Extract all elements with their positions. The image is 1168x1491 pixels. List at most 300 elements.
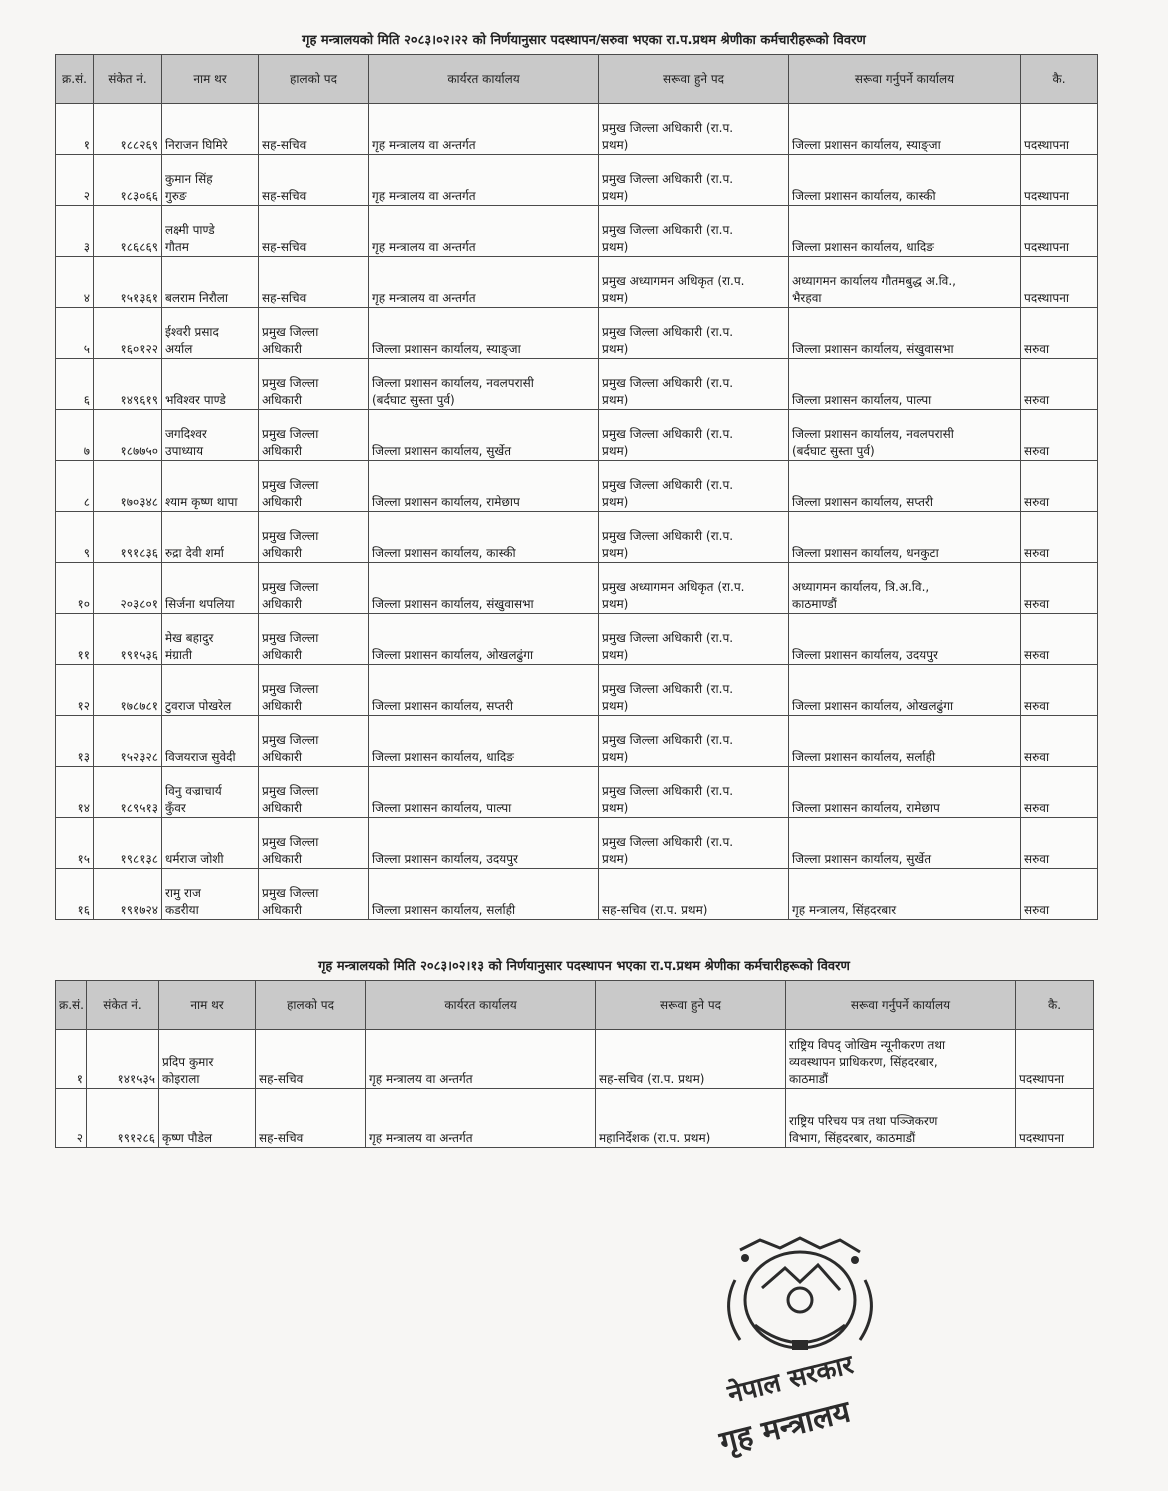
cell-line: अधिकारी bbox=[262, 699, 302, 713]
cell-current-post bbox=[259, 869, 369, 920]
cell-current-post bbox=[259, 308, 369, 359]
cell-code: २०३८०१ bbox=[94, 563, 162, 614]
cell-remarks: सरुवा bbox=[1021, 716, 1098, 767]
cell-current-office bbox=[369, 206, 599, 257]
cell-remarks: सरुवा bbox=[1021, 308, 1098, 359]
cell-current-office bbox=[369, 614, 599, 665]
cell-line bbox=[792, 732, 1017, 749]
cell-line bbox=[599, 1037, 782, 1054]
cell-line: टुवराज पोखरेल bbox=[165, 699, 232, 713]
cell-line: राष्ट्रिय परिचय पत्र तथा पञ्जिकरण bbox=[789, 1114, 938, 1128]
cell-line: प्रमुख जिल्ला bbox=[262, 325, 319, 339]
cell-current-post bbox=[259, 359, 369, 410]
cell-line bbox=[372, 120, 595, 137]
cell-transfer-post bbox=[599, 716, 789, 767]
cell-line: गुरुङ bbox=[165, 189, 187, 203]
cell-current-office bbox=[369, 767, 599, 818]
cell-line: जगदिश्वर bbox=[165, 427, 207, 441]
cell-line: विभाग, सिंहदरबार, काठमाडौं bbox=[789, 1131, 916, 1145]
cell-name bbox=[162, 767, 259, 818]
cell-current-office bbox=[369, 665, 599, 716]
header-name: नाम थर bbox=[162, 55, 259, 104]
cell-current-office bbox=[369, 155, 599, 206]
cell-sn: १३ bbox=[56, 716, 94, 767]
cell-line: गृह मन्त्रालय वा अन्तर्गत bbox=[369, 1072, 473, 1086]
cell-name bbox=[162, 257, 259, 308]
cell-line bbox=[162, 1037, 252, 1054]
cell-line: प्रमुख जिल्ला अधिकारी (रा.प. bbox=[602, 733, 734, 747]
cell-line: अधिकारी bbox=[262, 597, 302, 611]
cell-line bbox=[372, 783, 595, 800]
cell-transfer-office bbox=[789, 155, 1021, 206]
header-sn: क्र.सं. bbox=[56, 55, 94, 104]
cell-name bbox=[162, 206, 259, 257]
cell-line: प्रथम) bbox=[602, 648, 629, 662]
cell-line: विजयराज सुवेदी bbox=[165, 750, 236, 764]
header-remarks: कै. bbox=[1016, 981, 1094, 1030]
cell-line: प्रथम) bbox=[602, 699, 629, 713]
header-code: संकेत नं. bbox=[94, 55, 162, 104]
cell-transfer-office bbox=[789, 869, 1021, 920]
cell-line bbox=[372, 222, 595, 239]
cell-name bbox=[162, 461, 259, 512]
table-row bbox=[56, 512, 1098, 563]
table-row bbox=[56, 818, 1098, 869]
cell-line: भविश्वर पाण्डे bbox=[165, 393, 226, 407]
cell-line bbox=[165, 528, 255, 545]
cell-code: १५२३२८ bbox=[94, 716, 162, 767]
cell-line: प्रमुख अध्यागमन अधिकृत (रा.प. bbox=[602, 580, 745, 594]
cell-name bbox=[162, 104, 259, 155]
cell-sn: १ bbox=[56, 104, 94, 155]
cell-line: प्रथम) bbox=[602, 597, 629, 611]
table-row bbox=[56, 206, 1098, 257]
cell-transfer-office bbox=[789, 563, 1021, 614]
cell-line: जिल्ला प्रशासन कार्यालय, उदयपुर bbox=[792, 648, 938, 662]
cell-line: सह-सचिव bbox=[262, 240, 307, 254]
cell-line: अधिकारी bbox=[262, 801, 302, 815]
cell-line: प्रथम) bbox=[602, 750, 629, 764]
cell-sn: २ bbox=[56, 1089, 87, 1148]
cell-line bbox=[599, 1054, 782, 1071]
cell-line: कडरीया bbox=[165, 903, 199, 917]
cell-code: १८६८६९ bbox=[94, 206, 162, 257]
cell-remarks: सरुवा bbox=[1021, 818, 1098, 869]
posting-table bbox=[55, 980, 1094, 1148]
cell-line bbox=[262, 171, 365, 188]
cell-line: सह-सचिव bbox=[262, 291, 307, 305]
cell-line: बलराम निरौला bbox=[165, 291, 229, 305]
cell-current-office bbox=[369, 104, 599, 155]
cell-name bbox=[159, 1030, 256, 1089]
cell-code: १८७७५० bbox=[94, 410, 162, 461]
cell-name bbox=[162, 308, 259, 359]
cell-line: प्रथम) bbox=[602, 546, 629, 560]
cell-transfer-office bbox=[789, 767, 1021, 818]
cell-line: राष्ट्रिय विपद् जोखिम न्यूनीकरण तथा bbox=[789, 1038, 946, 1052]
cell-remarks: सरुवा bbox=[1021, 869, 1098, 920]
cell-name bbox=[162, 563, 259, 614]
cell-line bbox=[372, 426, 595, 443]
cell-line: जिल्ला प्रशासन कार्यालय, धादिङ bbox=[792, 240, 934, 254]
cell-line bbox=[165, 120, 255, 137]
table-row bbox=[56, 665, 1098, 716]
cell-name bbox=[162, 665, 259, 716]
cell-remarks: पदस्थापना bbox=[1016, 1089, 1094, 1148]
header-current-post: हालको पद bbox=[256, 981, 366, 1030]
cell-current-office bbox=[369, 563, 599, 614]
cell-line bbox=[599, 1113, 782, 1130]
cell-line bbox=[165, 375, 255, 392]
cell-sn: ५ bbox=[56, 308, 94, 359]
cell-transfer-office bbox=[786, 1030, 1016, 1089]
cell-line: (बर्दघाट सुस्ता पुर्व) bbox=[792, 444, 875, 458]
cell-line: प्रमुख जिल्ला अधिकारी (रा.प. bbox=[602, 172, 734, 186]
seal-text-line2: गृह मन्त्रालय bbox=[716, 1394, 854, 1461]
header-remarks: कै. bbox=[1021, 55, 1098, 104]
cell-line: अधिकारी bbox=[262, 852, 302, 866]
seal-text-line1: नेपाल सरकार bbox=[724, 1349, 857, 1410]
cell-line bbox=[792, 477, 1017, 494]
cell-line: ईश्वरी प्रसाद bbox=[165, 325, 219, 339]
cell-line bbox=[372, 477, 595, 494]
cell-line: प्रथम) bbox=[602, 240, 629, 254]
cell-line bbox=[162, 1096, 252, 1113]
cell-line: अधिकारी bbox=[262, 444, 302, 458]
cell-transfer-post bbox=[599, 155, 789, 206]
cell-current-post bbox=[259, 767, 369, 818]
cell-transfer-post bbox=[599, 359, 789, 410]
cell-sn: ११ bbox=[56, 614, 94, 665]
table-row bbox=[56, 257, 1098, 308]
cell-line bbox=[369, 1054, 592, 1071]
cell-current-post bbox=[259, 512, 369, 563]
cell-remarks: सरुवा bbox=[1021, 410, 1098, 461]
cell-transfer-post bbox=[599, 308, 789, 359]
cell-line: मेख बहादुर bbox=[165, 631, 214, 645]
cell-line: गृह मन्त्रालय वा अन्तर्गत bbox=[372, 189, 476, 203]
table-row bbox=[56, 1030, 1094, 1089]
cell-name bbox=[162, 155, 259, 206]
cell-current-office bbox=[369, 869, 599, 920]
cell-transfer-office bbox=[786, 1089, 1016, 1148]
cell-line: उपाध्याय bbox=[165, 444, 204, 458]
cell-line: विनु वज्राचार्य bbox=[165, 784, 222, 798]
cell-line: प्रदिप कुमार bbox=[162, 1055, 214, 1069]
cell-current-office bbox=[369, 512, 599, 563]
cell-transfer-post bbox=[599, 563, 789, 614]
cell-line: जिल्ला प्रशासन कार्यालय, सर्लाही bbox=[372, 903, 516, 917]
cell-current-post bbox=[259, 818, 369, 869]
cell-current-office bbox=[369, 461, 599, 512]
cell-sn: ३ bbox=[56, 206, 94, 257]
cell-code: १४९६१९ bbox=[94, 359, 162, 410]
cell-code: १७८७८१ bbox=[94, 665, 162, 716]
header-transfer-office: सरूवा गर्नुपर्ने कार्यालय bbox=[789, 55, 1021, 104]
cell-transfer-post bbox=[599, 665, 789, 716]
cell-line bbox=[259, 1096, 362, 1113]
cell-line: जिल्ला प्रशासन कार्यालय, नवलपरासी bbox=[792, 427, 954, 441]
cell-line: अधिकारी bbox=[262, 342, 302, 356]
cell-line: कुँवर bbox=[165, 801, 186, 815]
cell-line: अधिकारी bbox=[262, 648, 302, 662]
cell-line: गृह मन्त्रालय, सिंहदरबार bbox=[792, 903, 897, 917]
cell-line bbox=[792, 630, 1017, 647]
cell-line bbox=[792, 375, 1017, 392]
cell-line: जिल्ला प्रशासन कार्यालय, पाल्पा bbox=[372, 801, 512, 815]
cell-line: सिर्जना थपलिया bbox=[165, 597, 235, 611]
cell-line bbox=[599, 1096, 782, 1113]
cell-line: श्याम कृष्ण थापा bbox=[165, 495, 238, 509]
cell-line: प्रथम) bbox=[602, 342, 629, 356]
cell-line: रामु राज bbox=[165, 886, 201, 900]
cell-line: जिल्ला प्रशासन कार्यालय, कास्की bbox=[372, 546, 516, 560]
cell-line: जिल्ला प्रशासन कार्यालय, ओखलढुंगा bbox=[792, 699, 954, 713]
table-row bbox=[56, 359, 1098, 410]
cell-remarks: पदस्थापना bbox=[1016, 1030, 1094, 1089]
header-transfer-post: सरूवा हुने पद bbox=[599, 55, 789, 104]
cell-line bbox=[262, 222, 365, 239]
cell-line: महानिर्देशक (रा.प. प्रथम) bbox=[599, 1131, 711, 1145]
cell-current-post bbox=[259, 257, 369, 308]
header-sn: क्र.सं. bbox=[56, 981, 87, 1030]
cell-transfer-office bbox=[789, 410, 1021, 461]
table2-title: गृह मन्त्रालयको मिति २०८३।०२।१३ को निर्णयानुसार पदस्थापन भएका रा.प.प्रथम श्रेणीका कर्मचारीहरूको विवरण bbox=[318, 959, 850, 974]
cell-line bbox=[165, 477, 255, 494]
cell-line: जिल्ला प्रशासन कार्यालय, संखुवासभा bbox=[372, 597, 534, 611]
cell-line bbox=[259, 1054, 362, 1071]
cell-line bbox=[372, 273, 595, 290]
cell-line: सह-सचिव (रा.प. प्रथम) bbox=[599, 1072, 705, 1086]
cell-name bbox=[162, 614, 259, 665]
cell-line bbox=[602, 885, 785, 902]
cell-current-office bbox=[369, 359, 599, 410]
cell-line bbox=[262, 120, 365, 137]
transfer-table bbox=[55, 54, 1098, 920]
cell-line: अध्यागमन कार्यालय गौतमबुद्ध अ.वि., bbox=[792, 274, 956, 288]
cell-code: १८३०६६ bbox=[94, 155, 162, 206]
cell-code: १६०१२२ bbox=[94, 308, 162, 359]
cell-line: निराजन घिमिरे bbox=[165, 138, 228, 152]
cell-line bbox=[792, 783, 1017, 800]
cell-remarks: पदस्थापना bbox=[1021, 155, 1098, 206]
cell-line: कोइराला bbox=[162, 1072, 200, 1086]
cell-code: १९१२८६ bbox=[87, 1089, 159, 1148]
cell-name bbox=[162, 818, 259, 869]
cell-sn: ४ bbox=[56, 257, 94, 308]
table-row bbox=[56, 767, 1098, 818]
cell-line: जिल्ला प्रशासन कार्यालय, संखुवासभा bbox=[792, 342, 954, 356]
cell-sn: १२ bbox=[56, 665, 94, 716]
cell-sn: १ bbox=[56, 1030, 87, 1089]
cell-remarks: सरुवा bbox=[1021, 512, 1098, 563]
cell-line bbox=[372, 171, 595, 188]
cell-line bbox=[162, 1113, 252, 1130]
cell-transfer-post bbox=[596, 1030, 786, 1089]
cell-line bbox=[372, 885, 595, 902]
header-transfer-office: सरूवा गर्नुपर्ने कार्यालय bbox=[786, 981, 1016, 1030]
cell-line: रुद्रा देवी शर्मा bbox=[165, 546, 224, 560]
cell-line: अधिकारी bbox=[262, 903, 302, 917]
cell-line: अधिकारी bbox=[262, 495, 302, 509]
cell-line bbox=[792, 885, 1017, 902]
cell-code: १९८१३८ bbox=[94, 818, 162, 869]
cell-remarks: सरुवा bbox=[1021, 614, 1098, 665]
cell-line: जिल्ला प्रशासन कार्यालय, धादिङ bbox=[372, 750, 514, 764]
cell-line bbox=[262, 273, 365, 290]
cell-sn: ९ bbox=[56, 512, 94, 563]
cell-line: जिल्ला प्रशासन कार्यालय, पाल्पा bbox=[792, 393, 932, 407]
cell-current-office bbox=[366, 1030, 596, 1089]
cell-transfer-office bbox=[789, 614, 1021, 665]
cell-current-post bbox=[259, 410, 369, 461]
cell-line: सह-सचिव bbox=[262, 189, 307, 203]
cell-line: प्रमुख जिल्ला अधिकारी (रा.प. bbox=[602, 784, 734, 798]
cell-current-post bbox=[256, 1030, 366, 1089]
table-row bbox=[56, 563, 1098, 614]
cell-line: जिल्ला प्रशासन कार्यालय, रामेछाप bbox=[792, 801, 940, 815]
cell-line bbox=[372, 834, 595, 851]
table-row bbox=[56, 308, 1098, 359]
cell-transfer-post bbox=[599, 410, 789, 461]
cell-remarks: पदस्थापना bbox=[1021, 206, 1098, 257]
cell-line bbox=[792, 528, 1017, 545]
cell-line bbox=[165, 273, 255, 290]
cell-remarks: सरुवा bbox=[1021, 665, 1098, 716]
cell-current-office bbox=[369, 308, 599, 359]
header-code: संकेत नं. bbox=[87, 981, 159, 1030]
cell-line bbox=[792, 120, 1017, 137]
table-header-row bbox=[56, 981, 1094, 1030]
cell-line bbox=[165, 579, 255, 596]
cell-line: अधिकारी bbox=[262, 393, 302, 407]
cell-line: प्रमुख जिल्ला bbox=[262, 478, 319, 492]
cell-line: जिल्ला प्रशासन कार्यालय, नवलपरासी bbox=[372, 376, 534, 390]
cell-line: प्रमुख जिल्ला bbox=[262, 682, 319, 696]
cell-remarks: सरुवा bbox=[1021, 461, 1098, 512]
cell-code: १५१३६१ bbox=[94, 257, 162, 308]
table-row bbox=[56, 614, 1098, 665]
cell-line bbox=[372, 630, 595, 647]
cell-sn: ७ bbox=[56, 410, 94, 461]
cell-line bbox=[792, 324, 1017, 341]
cell-name bbox=[162, 359, 259, 410]
cell-remarks: पदस्थापना bbox=[1021, 104, 1098, 155]
cell-line: जिल्ला प्रशासन कार्यालय, सर्लाही bbox=[792, 750, 936, 764]
cell-line bbox=[792, 681, 1017, 698]
header-current-post: हालको पद bbox=[259, 55, 369, 104]
cell-current-office bbox=[369, 410, 599, 461]
cell-transfer-post bbox=[599, 614, 789, 665]
cell-line: अर्याल bbox=[165, 342, 193, 356]
cell-code: १४१५३५ bbox=[87, 1030, 159, 1089]
cell-current-post bbox=[259, 206, 369, 257]
cell-line: प्रमुख अध्यागमन अधिकृत (रा.प. bbox=[602, 274, 745, 288]
table-row bbox=[56, 410, 1098, 461]
cell-line: काठमाण्डौं bbox=[792, 597, 837, 611]
cell-name bbox=[162, 869, 259, 920]
cell-remarks: सरुवा bbox=[1021, 359, 1098, 410]
cell-line bbox=[372, 528, 595, 545]
table-row bbox=[56, 869, 1098, 920]
cell-line: प्रमुख जिल्ला bbox=[262, 631, 319, 645]
cell-line: प्रमुख जिल्ला अधिकारी (रा.प. bbox=[602, 325, 734, 339]
cell-line: गृह मन्त्रालय वा अन्तर्गत bbox=[372, 291, 476, 305]
cell-line: प्रथम) bbox=[602, 291, 629, 305]
cell-line bbox=[792, 222, 1017, 239]
table-row bbox=[56, 1089, 1094, 1148]
table-row bbox=[56, 104, 1098, 155]
cell-line: प्रमुख जिल्ला अधिकारी (रा.प. bbox=[602, 682, 734, 696]
cell-line bbox=[792, 171, 1017, 188]
cell-transfer-office bbox=[789, 818, 1021, 869]
cell-line: मंग्राती bbox=[165, 648, 193, 662]
cell-line: जिल्ला प्रशासन कार्यालय, धनकुटा bbox=[792, 546, 939, 560]
cell-line: व्यवस्थापन प्राधिकरण, सिंहदरबार, bbox=[789, 1055, 938, 1069]
cell-remarks: सरुवा bbox=[1021, 563, 1098, 614]
cell-current-post bbox=[259, 665, 369, 716]
cell-line bbox=[792, 834, 1017, 851]
cell-line bbox=[165, 681, 255, 698]
cell-line: गृह मन्त्रालय वा अन्तर्गत bbox=[369, 1131, 473, 1145]
cell-transfer-office bbox=[789, 665, 1021, 716]
header-transfer-post: सरूवा हुने पद bbox=[596, 981, 786, 1030]
cell-line: प्रमुख जिल्ला bbox=[262, 580, 319, 594]
cell-transfer-post bbox=[599, 206, 789, 257]
cell-transfer-post bbox=[596, 1089, 786, 1148]
cell-line: लक्ष्मी पाण्डे bbox=[165, 223, 215, 237]
cell-line bbox=[372, 732, 595, 749]
cell-line: प्रमुख जिल्ला अधिकारी (रा.प. bbox=[602, 223, 734, 237]
table-row bbox=[56, 716, 1098, 767]
table1-title: गृह मन्त्रालयको मिति २०८३।०२।२२ को निर्णयानुसार पदस्थापन/सरुवा भएका रा.प.प्रथम श्रेणीका कर्मचारीहरूको विवरण bbox=[302, 33, 866, 48]
cell-line: जिल्ला प्रशासन कार्यालय, सुर्खेत bbox=[792, 852, 932, 866]
cell-remarks: पदस्थापना bbox=[1021, 257, 1098, 308]
cell-line: काठमाडौं bbox=[789, 1072, 829, 1086]
cell-line: प्रमुख जिल्ला bbox=[262, 886, 319, 900]
cell-line: गृह मन्त्रालय वा अन्तर्गत bbox=[372, 240, 476, 254]
cell-transfer-office bbox=[789, 104, 1021, 155]
cell-name bbox=[162, 512, 259, 563]
cell-current-office bbox=[369, 818, 599, 869]
cell-transfer-office bbox=[789, 461, 1021, 512]
cell-line: भैरहवा bbox=[792, 291, 822, 305]
cell-transfer-post bbox=[599, 869, 789, 920]
cell-line: जिल्ला प्रशासन कार्यालय, उदयपुर bbox=[372, 852, 518, 866]
cell-current-post bbox=[259, 155, 369, 206]
cell-line bbox=[369, 1096, 592, 1113]
cell-sn: ८ bbox=[56, 461, 94, 512]
cell-line: गृह मन्त्रालय वा अन्तर्गत bbox=[372, 138, 476, 152]
cell-line bbox=[789, 1096, 1012, 1113]
cell-transfer-post bbox=[599, 257, 789, 308]
cell-code: १८८२६९ bbox=[94, 104, 162, 155]
cell-line: प्रथम) bbox=[602, 189, 629, 203]
cell-line: सह-सचिव bbox=[259, 1131, 304, 1145]
cell-line: (बर्दघाट सुस्ता पुर्व) bbox=[372, 393, 455, 407]
cell-sn: १५ bbox=[56, 818, 94, 869]
cell-line bbox=[165, 834, 255, 851]
cell-sn: १४ bbox=[56, 767, 94, 818]
cell-line: जिल्ला प्रशासन कार्यालय, सुर्खेत bbox=[372, 444, 512, 458]
cell-line: जिल्ला प्रशासन कार्यालय, ओखलढुंगा bbox=[372, 648, 534, 662]
cell-line: प्रमुख जिल्ला bbox=[262, 784, 319, 798]
cell-code: १९१७२४ bbox=[94, 869, 162, 920]
cell-transfer-office bbox=[789, 308, 1021, 359]
cell-line: प्रमुख जिल्ला अधिकारी (रा.प. bbox=[602, 478, 734, 492]
cell-transfer-post bbox=[599, 818, 789, 869]
cell-current-post bbox=[259, 716, 369, 767]
